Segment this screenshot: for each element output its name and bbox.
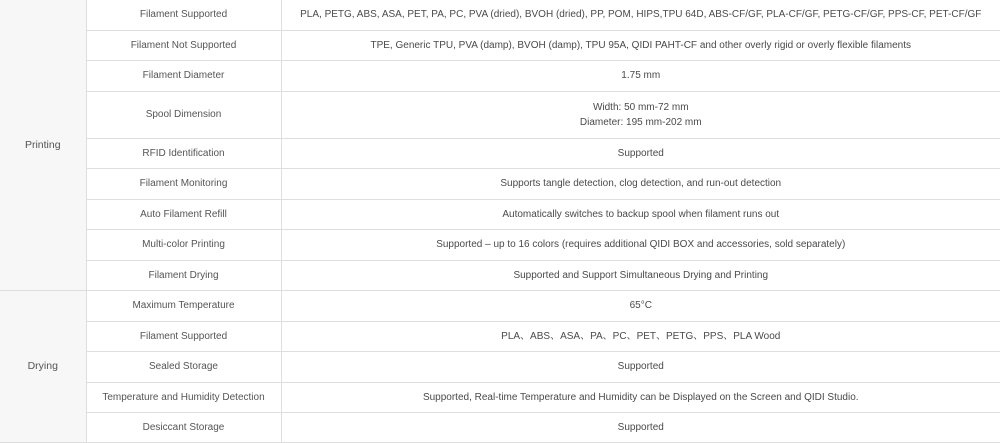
spec-row <box>0 138 1000 169</box>
spec-row <box>0 91 1000 138</box>
spec-value-line: Automatically switches to backup spool when filament runs out <box>502 208 780 220</box>
spec-row <box>0 30 1000 61</box>
spec-value-line: TPE, Generic TPU, PVA (damp), BVOH (damp), TPU 95A, QIDI PAHT-CF and other overly rigid or overly flexible filaments <box>370 39 912 51</box>
spec-value-line: Supports tangle detection, clog detection, and run-out detection <box>500 178 782 190</box>
spec-value <box>281 352 1000 383</box>
category-cell-drying: Drying <box>0 291 86 443</box>
spec-value <box>281 169 1000 200</box>
spec-row <box>0 230 1000 261</box>
spec-name: Sealed Storage <box>86 352 281 383</box>
spec-value <box>281 30 1000 61</box>
spec-value-line: Supported and Support Simultaneous Drying and Printing <box>513 269 769 281</box>
spec-name: Desiccant Storage <box>86 413 281 443</box>
spec-row <box>0 291 1000 322</box>
spec-value <box>281 138 1000 169</box>
spec-value <box>281 91 1000 138</box>
spec-value <box>281 260 1000 291</box>
spec-value-line: Supported <box>617 147 664 159</box>
spec-name: Multi-color Printing <box>86 230 281 261</box>
spec-value <box>281 382 1000 413</box>
category-cell-printing: Printing <box>0 0 86 291</box>
spec-value <box>281 199 1000 230</box>
spec-value-line: 1.75 mm <box>621 70 661 82</box>
spec-name: Filament Diameter <box>86 61 281 92</box>
spec-value-line: PLA、ABS、ASA、PA、PC、PET、PETG、PPS、PLA Wood <box>501 330 781 342</box>
spec-name: Auto Filament Refill <box>86 199 281 230</box>
spec-row <box>0 352 1000 383</box>
spec-name: Spool Dimension <box>86 91 281 138</box>
spec-value <box>281 321 1000 352</box>
spec-value-line: Supported – up to 16 colors (requires additional QIDI BOX and accessories, sold separately) <box>436 239 846 251</box>
spec-row <box>0 382 1000 413</box>
spec-name: Temperature and Humidity Detection <box>86 382 281 413</box>
spec-value-line: Supported <box>617 361 664 373</box>
spec-value <box>281 230 1000 261</box>
spec-value-line: PLA, PETG, ABS, ASA, PET, PA, PC, PVA (dried), BVOH (dried), PP, POM, HIPS,TPU 64D, ABS-CF/GF, PLA-CF/GF, PETG-CF/GF, PPS-CF, PET-CF/GF <box>300 9 982 21</box>
spec-value <box>281 0 1000 30</box>
spec-name: Maximum Temperature <box>86 291 281 322</box>
spec-value <box>281 61 1000 92</box>
spec-name: RFID Identification <box>86 138 281 169</box>
spec-value-line: Width: 50 mm-72 mm <box>592 101 689 113</box>
spec-value <box>281 413 1000 443</box>
spec-row <box>0 321 1000 352</box>
spec-name: Filament Drying <box>86 260 281 291</box>
spec-row <box>0 61 1000 92</box>
spec-row <box>0 260 1000 291</box>
spec-name: Filament Supported <box>86 321 281 352</box>
spec-value-line: Diameter: 195 mm-202 mm <box>579 116 702 128</box>
spec-row <box>0 0 1000 30</box>
spec-value <box>281 291 1000 322</box>
spec-name: Filament Not Supported <box>86 30 281 61</box>
spec-value-line: Supported <box>617 422 664 433</box>
spec-row <box>0 413 1000 443</box>
spec-row <box>0 169 1000 200</box>
spec-value-line: Supported, Real-time Temperature and Humidity can be Displayed on the Screen and QIDI Studio. <box>422 391 859 403</box>
spec-row <box>0 199 1000 230</box>
spec-name: Filament Supported <box>86 0 281 30</box>
spec-value-line: 65°C <box>629 300 652 312</box>
spec-name: Filament Monitoring <box>86 169 281 200</box>
